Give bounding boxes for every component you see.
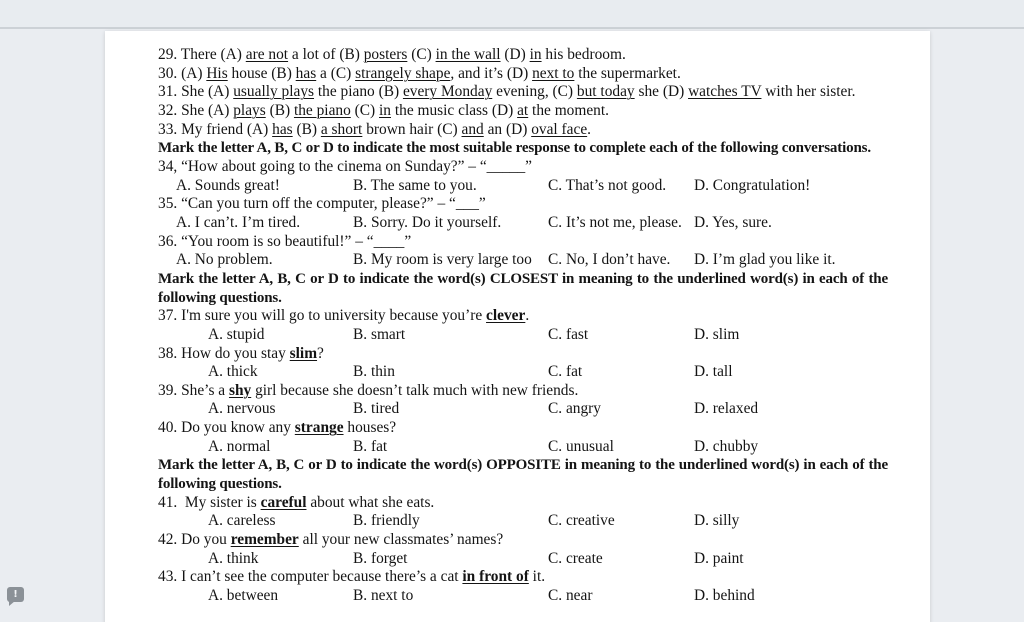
text-segment: she (D)	[634, 83, 689, 101]
answer-options-row	[158, 177, 888, 196]
question-line	[158, 83, 888, 102]
answer-option: A. I can’t. I’m tired.	[176, 213, 301, 231]
answer-option: D. silly	[694, 512, 740, 530]
emphasized-text: His	[206, 64, 228, 82]
emphasized-text: usually plays	[233, 83, 315, 101]
text-segment: the supermarket.	[574, 64, 681, 82]
question-line	[158, 158, 888, 177]
section-instruction	[158, 270, 888, 307]
answer-option: C. creative	[548, 512, 615, 530]
emphasized-text: plays	[233, 101, 266, 119]
text-segment: Mark the letter A, B, C or D to indicate the word(s) CLOSEST in meaning to the underlined word(s) in each of the following questions.	[158, 270, 888, 306]
emphasized-text: in the wall	[435, 46, 501, 63]
answer-option: B. forget	[353, 549, 408, 567]
question-line	[158, 46, 888, 65]
question-line	[158, 531, 888, 550]
text-segment: (C)	[350, 101, 380, 119]
question-line	[158, 568, 888, 587]
text-segment: the piano (B)	[314, 83, 403, 101]
answer-options-row	[158, 587, 888, 606]
text-segment: (D)	[500, 46, 530, 63]
answer-option: B. friendly	[353, 512, 420, 530]
text-segment: 43. I can’t see the computer because there’s a cat	[158, 568, 463, 586]
emphasized-text: strange	[294, 419, 344, 437]
text-segment: his bedroom.	[541, 46, 626, 63]
text-segment: 29. There (A)	[158, 46, 246, 63]
answer-options-row	[158, 550, 888, 569]
answer-option: A. No problem.	[176, 251, 273, 269]
text-segment: the music class (D)	[391, 101, 518, 119]
text-segment: 36. “You room is so beautiful!” – “____”	[158, 232, 412, 250]
text-segment: evening, (C)	[492, 83, 577, 101]
text-segment: a lot of (B)	[288, 46, 364, 63]
text-segment: 34, “How about going to the cinema on Sunday?” – “_____”	[158, 157, 532, 175]
answer-option: A. stupid	[208, 325, 265, 343]
emphasized-text: clever	[486, 307, 526, 325]
text-segment: 31. She (A)	[158, 83, 234, 101]
text-segment: brown hair (C)	[362, 120, 462, 138]
emphasized-text: in	[379, 101, 391, 119]
text-segment: house (B)	[227, 64, 296, 82]
emphasized-text: in front of	[462, 568, 529, 586]
answer-option: D. I’m glad you like it.	[694, 251, 836, 269]
answer-option: B. Sorry. Do it yourself.	[353, 213, 502, 231]
text-segment: 30. (A)	[158, 64, 207, 82]
answer-option: D. behind	[694, 587, 755, 605]
text-segment: 41. My sister is	[158, 493, 261, 511]
question-line	[158, 121, 888, 140]
text-segment: 33. My friend (A)	[158, 120, 273, 138]
document-content	[158, 46, 888, 606]
text-segment: the moment.	[528, 101, 609, 119]
question-line	[158, 382, 888, 401]
answer-option: A. nervous	[208, 400, 276, 418]
text-segment: ?	[317, 344, 324, 362]
text-segment: Mark the letter A, B, C or D to indicate the word(s) OPPOSITE in meaning to the underlined word(s) in each of the following questions.	[158, 457, 888, 493]
document-page	[105, 31, 930, 622]
answer-option: A. careless	[208, 512, 276, 530]
answer-option: B. next to	[353, 587, 414, 605]
text-segment: houses?	[343, 419, 397, 437]
answer-option: B. The same to you.	[353, 176, 477, 194]
emphasized-text: and	[461, 120, 484, 138]
emphasized-text: are not	[245, 46, 289, 63]
answer-option: D. slim	[694, 325, 740, 343]
answer-option: D. Yes, sure.	[694, 213, 772, 231]
text-segment: (C)	[407, 46, 436, 63]
text-segment: 32. She (A)	[158, 101, 234, 119]
answer-option: C. fast	[548, 325, 589, 343]
answer-options-row	[158, 438, 888, 457]
emphasized-text: strangely shape	[355, 64, 451, 82]
answer-option: D. chubby	[694, 437, 759, 455]
answer-options-row	[158, 400, 888, 419]
answer-option: D. Congratulation!	[694, 176, 811, 194]
section-instruction	[158, 139, 888, 158]
text-segment: girl because she doesn’t talk much with new friends.	[251, 381, 579, 399]
text-segment: .	[525, 307, 530, 325]
answer-option: C. unusual	[548, 437, 614, 455]
emphasized-text: has	[272, 120, 293, 138]
text-segment: about what she eats.	[306, 493, 435, 511]
answer-option: A. Sounds great!	[176, 176, 280, 194]
question-line	[158, 195, 888, 214]
emphasized-text: posters	[363, 46, 408, 63]
emphasized-text: remember	[230, 531, 299, 549]
text-segment: 39. She’s a	[158, 381, 229, 399]
answer-option: A. between	[208, 587, 279, 605]
emphasized-text: slim	[289, 344, 318, 362]
comment-bubble-icon[interactable]	[7, 587, 24, 602]
emphasized-text: has	[295, 64, 317, 82]
question-line	[158, 307, 888, 326]
emphasized-text: oval face	[531, 120, 588, 138]
emphasized-text: next to	[532, 64, 575, 82]
answer-option: B. thin	[353, 363, 395, 381]
answer-option: B. My room is very large too	[353, 251, 532, 269]
answer-option: C. create	[548, 549, 603, 567]
question-line	[158, 419, 888, 438]
answer-option: A. normal	[208, 437, 271, 455]
answer-options-row	[158, 512, 888, 531]
answer-option: C. fat	[548, 363, 583, 381]
text-segment: a (C)	[316, 64, 356, 82]
emphasized-text: careful	[260, 493, 307, 511]
text-segment: 42. Do you	[158, 531, 231, 549]
answer-option: B. smart	[353, 325, 406, 343]
answer-option: C. near	[548, 587, 593, 605]
question-line	[158, 233, 888, 252]
text-segment: 35. “Can you turn off the computer, please?” – “___”	[158, 195, 486, 213]
exclamation-glyph: !	[13, 589, 18, 600]
answer-option: D. paint	[694, 549, 744, 567]
answer-option: C. It’s not me, please.	[548, 213, 682, 231]
answer-option: B. tired	[353, 400, 400, 418]
emphasized-text: watches TV	[688, 83, 762, 101]
viewer-toolbar	[0, 0, 1024, 29]
emphasized-text: but today	[576, 83, 635, 101]
question-line	[158, 65, 888, 84]
answer-option: D. relaxed	[694, 400, 759, 418]
text-segment: 40. Do you know any	[158, 419, 295, 437]
text-segment: it.	[528, 568, 546, 586]
emphasized-text: at	[517, 101, 529, 119]
answer-options-row	[158, 251, 888, 270]
text-segment: , and it’s (D)	[450, 64, 533, 82]
text-segment: all your new classmates’ names?	[298, 531, 504, 549]
emphasized-text: a short	[320, 120, 363, 138]
text-segment: .	[587, 120, 592, 138]
text-segment: 38. How do you stay	[158, 344, 290, 362]
answer-option: C. angry	[548, 400, 602, 418]
text-segment: an (D)	[483, 120, 532, 138]
answer-options-row	[158, 326, 888, 345]
emphasized-text: the piano	[293, 101, 351, 119]
answer-option: B. fat	[353, 437, 388, 455]
answer-option: A. think	[208, 549, 259, 567]
answer-option: C. That’s not good.	[548, 176, 667, 194]
answer-options-row	[158, 363, 888, 382]
question-line	[158, 345, 888, 364]
answer-option: A. thick	[208, 363, 258, 381]
viewer-canvas[interactable]	[0, 31, 1024, 622]
emphasized-text: every Monday	[402, 83, 493, 101]
question-line	[158, 494, 888, 513]
text-segment: 37. I'm sure you will go to university because you’re	[158, 307, 487, 325]
text-segment: (B)	[292, 120, 321, 138]
emphasized-text: in	[529, 46, 542, 63]
question-line	[158, 102, 888, 121]
answer-options-row	[158, 214, 888, 233]
answer-option: D. tall	[694, 363, 733, 381]
text-segment: Mark the letter A, B, C or D to indicate the most suitable response to complete each of the following conversations.	[158, 140, 871, 157]
answer-option: C. No, I don’t have.	[548, 251, 671, 269]
section-instruction	[158, 456, 888, 493]
text-segment: with her sister.	[761, 83, 856, 101]
emphasized-text: shy	[228, 381, 252, 399]
text-segment: (B)	[265, 101, 294, 119]
